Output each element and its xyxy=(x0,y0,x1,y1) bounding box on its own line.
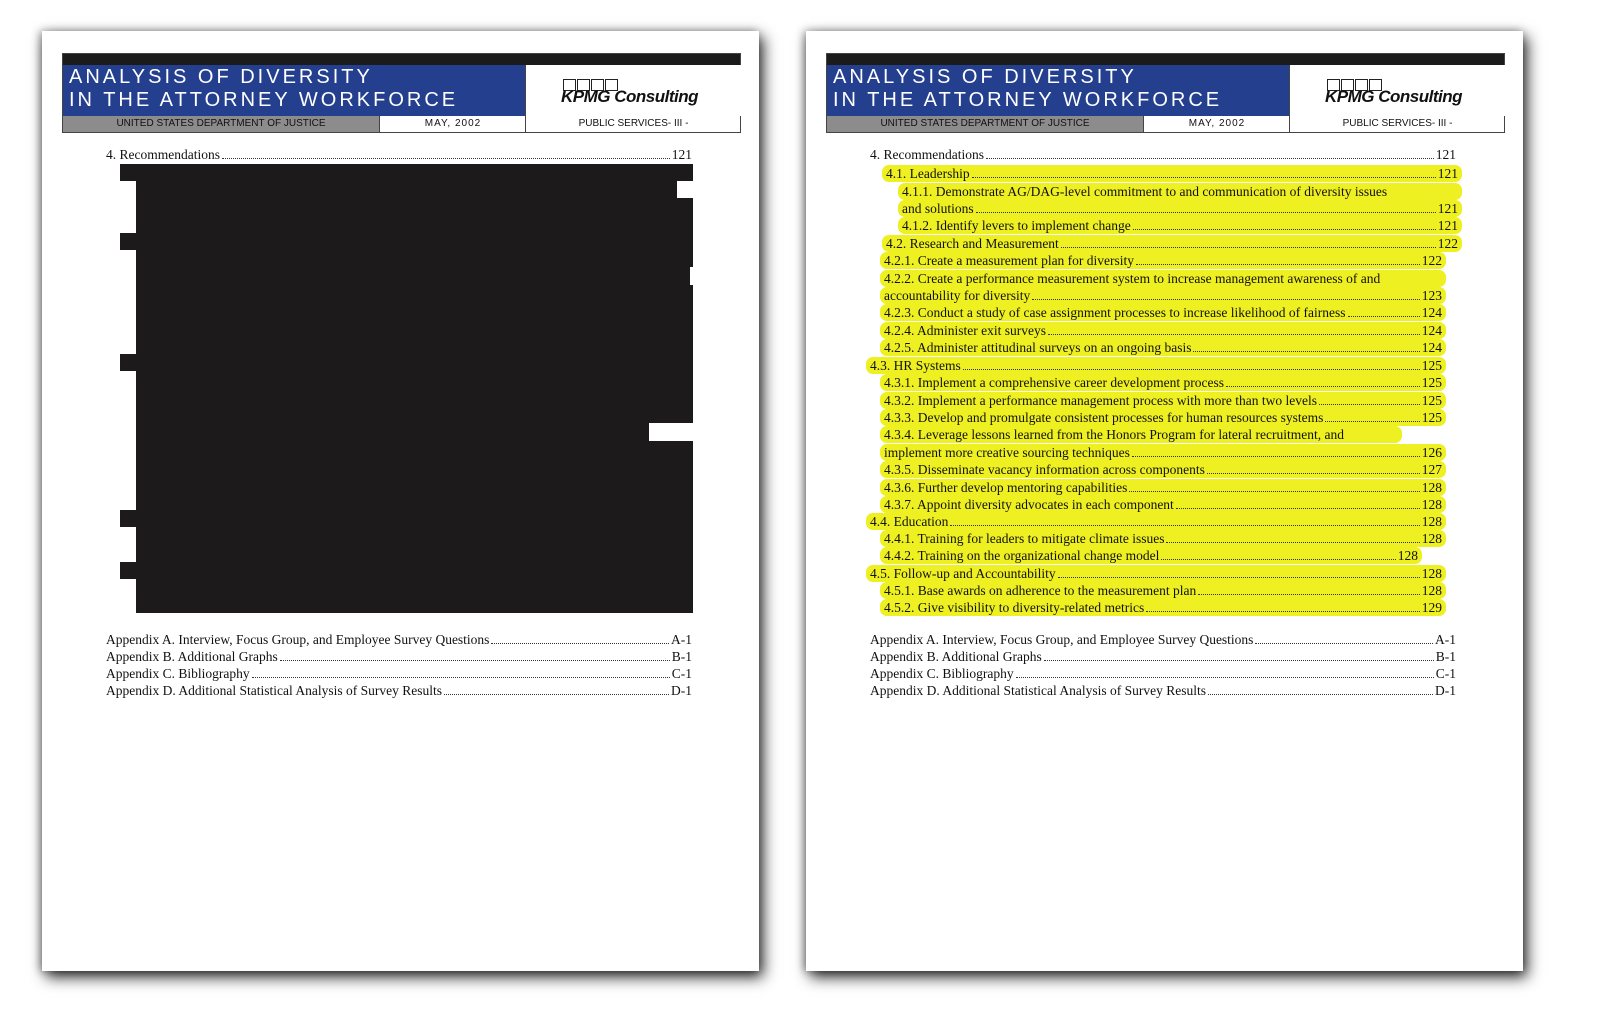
toc-recommendations: 4. Recommendations 121 xyxy=(870,147,1456,162)
header-title-box xyxy=(63,65,525,116)
toc-entry-4-5-1: 4.5.1. Base awards on adherence to the measurement plan 128 xyxy=(884,583,1442,598)
header-top-bar xyxy=(63,54,740,65)
appendix-d: Appendix D. Additional Statistical Analysis of Survey Results D-1 xyxy=(106,683,692,698)
toc-entry-4-1-1: 4.1.1. Demonstrate AG/DAG-level commitment to and communication of diversity issues xyxy=(902,184,1388,199)
document-header xyxy=(826,53,1505,133)
toc-entry-4-4-1: 4.4.1. Training for leaders to mitigate climate issues 128 xyxy=(884,531,1442,546)
department-label: UNITED STATES DEPARTMENT OF JUSTICE xyxy=(827,116,1143,132)
logo-text: KPMG Consulting xyxy=(561,87,698,106)
appendix-c: Appendix C. Bibliography C-1 xyxy=(106,666,692,681)
kpmg-logo xyxy=(525,65,741,116)
appendix-a: Appendix A. Interview, Focus Group, and Employee Survey Questions A-1 xyxy=(106,632,692,647)
logo-text: KPMG Consulting xyxy=(1325,87,1462,106)
redacted-page xyxy=(42,31,759,971)
header-title-line-1: ANALYSIS OF DIVERSITY xyxy=(69,66,373,88)
appendix-b: Appendix B. Additional Graphs B-1 xyxy=(870,649,1456,664)
kpmg-logo xyxy=(1289,65,1505,116)
toc-entry-4-2-4: 4.2.4. Administer exit surveys 124 xyxy=(884,323,1442,338)
header-title-line-2: IN THE ATTORNEY WORKFORCE xyxy=(69,89,459,111)
appendix-b: Appendix B. Additional Graphs B-1 xyxy=(106,649,692,664)
toc-entry-4-3-4: 4.3.4. Leverage lessons learned from the Honors Program for lateral recruitment, and xyxy=(884,427,1344,442)
header-top-bar xyxy=(827,54,1504,65)
toc-entry-4-3-7: 4.3.7. Appoint diversity advocates in each component 128 xyxy=(884,497,1442,512)
toc-entry-4-3-3: 4.3.3. Develop and promulgate consistent processes for human resources systems 125 xyxy=(884,410,1442,425)
date-label: MAY, 2002 xyxy=(379,116,526,132)
toc-entry-4-1: 4.1. Leadership 121 xyxy=(886,166,1458,181)
toc-entry-4-2-2-cont: accountability for diversity 123 xyxy=(884,288,1442,303)
toc-entry-4-3-4-cont: implement more creative sourcing techniques 126 xyxy=(884,445,1442,460)
header-meta-row xyxy=(827,116,1504,132)
toc-entry-4-2-5: 4.2.5. Administer attitudinal surveys on an ongoing basis 124 xyxy=(884,340,1442,355)
toc-entry-4-3-2: 4.3.2. Implement a performance management process with more than two levels 125 xyxy=(884,393,1442,408)
toc-entry-4-5-2: 4.5.2. Give visibility to diversity-related metrics 129 xyxy=(884,600,1442,615)
department-label: UNITED STATES DEPARTMENT OF JUSTICE xyxy=(63,116,379,132)
date-label: MAY, 2002 xyxy=(1143,116,1290,132)
toc-entry-4-4-2: 4.4.2. Training on the organizational change model 128 xyxy=(884,548,1418,563)
header-title-box xyxy=(827,65,1289,116)
header-title-line-2: IN THE ATTORNEY WORKFORCE xyxy=(833,89,1223,111)
toc-entry-4-3-1: 4.3.1. Implement a comprehensive career development process 125 xyxy=(884,375,1442,390)
toc-entry-4-1-1-cont: and solutions 121 xyxy=(902,201,1458,216)
toc-entry-4-3-6: 4.3.6. Further develop mentoring capabilities 128 xyxy=(884,480,1442,495)
toc-entry-4-2: 4.2. Research and Measurement 122 xyxy=(886,236,1458,251)
section-label: PUBLIC SERVICES- III - xyxy=(525,116,741,132)
appendix-a: Appendix A. Interview, Focus Group, and Employee Survey Questions A-1 xyxy=(870,632,1456,647)
section-label: PUBLIC SERVICES- III - xyxy=(1289,116,1505,132)
appendix-c: Appendix C. Bibliography C-1 xyxy=(870,666,1456,681)
toc-entry-4-5: 4.5. Follow-up and Accountability 128 xyxy=(870,566,1442,581)
appendix-d: Appendix D. Additional Statistical Analysis of Survey Results D-1 xyxy=(870,683,1456,698)
toc-entry-4-3-5: 4.3.5. Disseminate vacancy information across components 127 xyxy=(884,462,1442,477)
toc-entry-4-2-2: 4.2.2. Create a performance measurement system to increase management awareness of and xyxy=(884,271,1381,286)
toc-entry-4-3: 4.3. HR Systems 125 xyxy=(870,358,1442,373)
toc-entry-4-2-3: 4.2.3. Conduct a study of case assignment processes to increase likelihood of fairness 124 xyxy=(884,305,1442,320)
toc-entry-4-4: 4.4. Education 128 xyxy=(870,514,1442,529)
header-meta-row xyxy=(63,116,740,132)
toc-entry-4-2-1: 4.2.1. Create a measurement plan for diversity 122 xyxy=(884,253,1442,268)
highlighted-page xyxy=(806,31,1523,971)
document-header xyxy=(62,53,741,133)
header-title-line-1: ANALYSIS OF DIVERSITY xyxy=(833,66,1137,88)
toc-recommendations: 4. Recommendations 121 xyxy=(106,147,692,162)
toc-entry-4-1-2: 4.1.2. Identify levers to implement change 121 xyxy=(902,218,1458,233)
